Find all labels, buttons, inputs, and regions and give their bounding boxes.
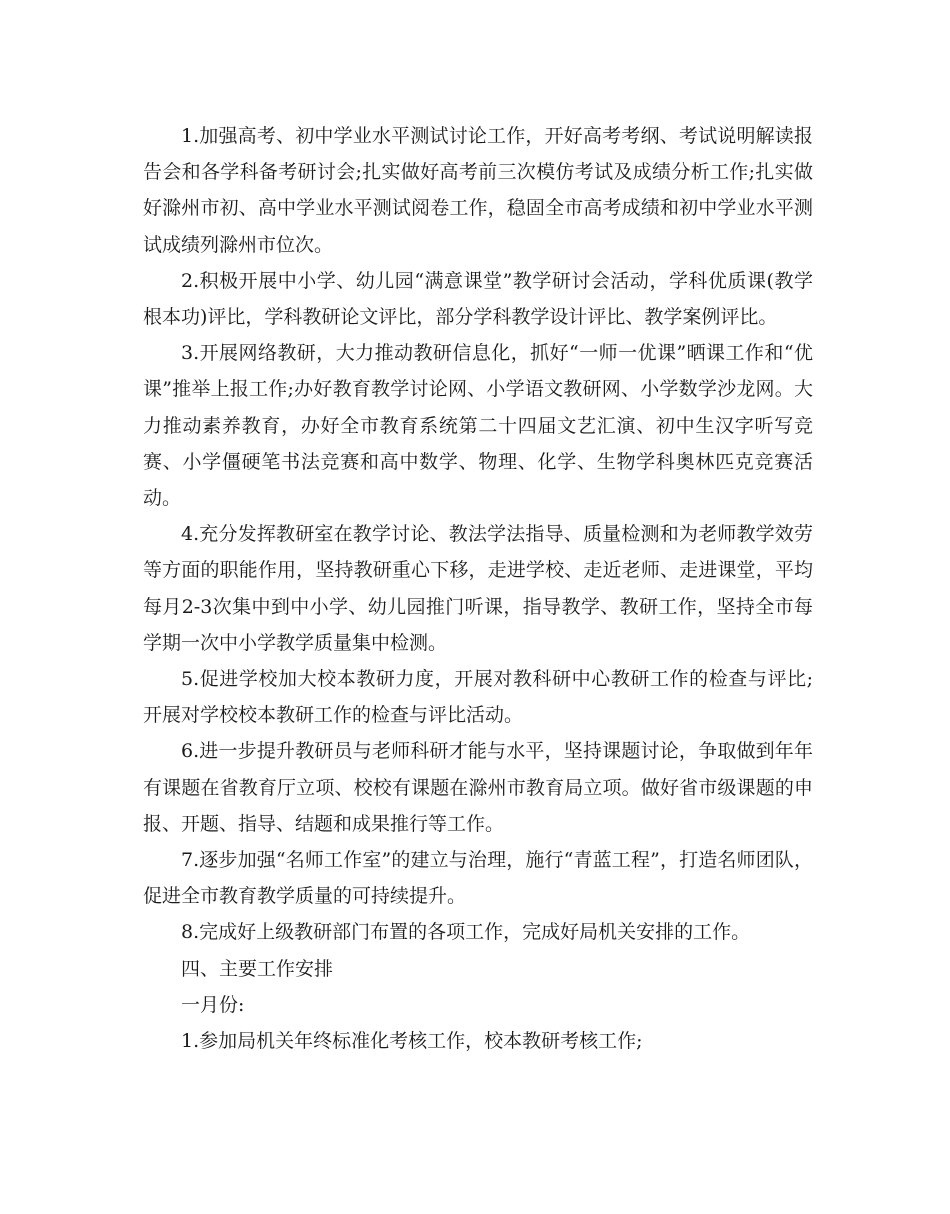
- paragraph-7: 7.逐步加强“名师工作室”的建立与治理，施行“青蓝工程”，打造名师团队，促进全市教育教学质量的可持续提升。: [143, 849, 813, 908]
- month-item-1: 1.参加局机关年终标准化考核工作，校本教研考核工作;: [181, 1030, 643, 1053]
- paragraph-2: 2.积极开展中小学、幼儿园“满意课堂”教学研讨会活动，学科优质课(教学根本功)评比，学科教研论文评比，部分学科教学设计评比、教学案例评比。: [143, 269, 813, 329]
- document-body: [143, 118, 813, 1059]
- month-heading: 一月份:: [181, 993, 245, 1016]
- paragraph-6: 6.进一步提升教研员与老师科研才能与水平，坚持课题讨论，争取做到年年有课题在省教育厅立项、校校有课题在滁州市教育局立项。做好省市级课题的申报、开题、指导、结题和成果推行等工作。: [143, 740, 813, 835]
- paragraph-4: 4.充分发挥教研室在教学讨论、教法学法指导、质量检测和为老师教学效劳等方面的职能作用，坚持教研重心下移，走进学校、走近老师、走进课堂，平均每月2-3次集中到中小学、幼儿园推门听课，指导教学、教研工作，坚持全市每学期一次中小学教学质量集中检测。: [143, 523, 813, 654]
- paragraph-8: 8.完成好上级教研部门布置的各项工作，完成好局机关安排的工作。: [181, 921, 751, 944]
- paragraph-1: 1.加强高考、初中学业水平测试讨论工作，开好高考考纲、考试说明解读报告会和各学科备考研讨会;扎实做好高考前三次模仿考试及成绩分析工作;扎实做好滁州市初、高中学业水平测试阅卷工作，稳固全市高考成绩和初中学业水平测试成绩列滁州市位次。: [143, 125, 813, 256]
- paragraph-3: 3.开展网络教研，大力推动教研信息化，抓好“一师一优课”晒课工作和“优课”推举上报工作;办好教育教学讨论网、小学语文教研网、小学数学沙龙网。大力推动素养教育，办好全市教育系统第二十四届文艺汇演、初中生汉字听写竞赛、小学僵硬笔书法竞赛和高中数学、物理、化学、生物学科奥林匹克竞赛活动。: [143, 342, 813, 510]
- section-heading: 四、主要工作安排: [181, 957, 334, 980]
- paragraph-5: 5.促进学校加大校本教研力度，开展对教科研中心教研工作的检查与评比;开展对学校校本教研工作的检查与评比活动。: [143, 668, 813, 727]
